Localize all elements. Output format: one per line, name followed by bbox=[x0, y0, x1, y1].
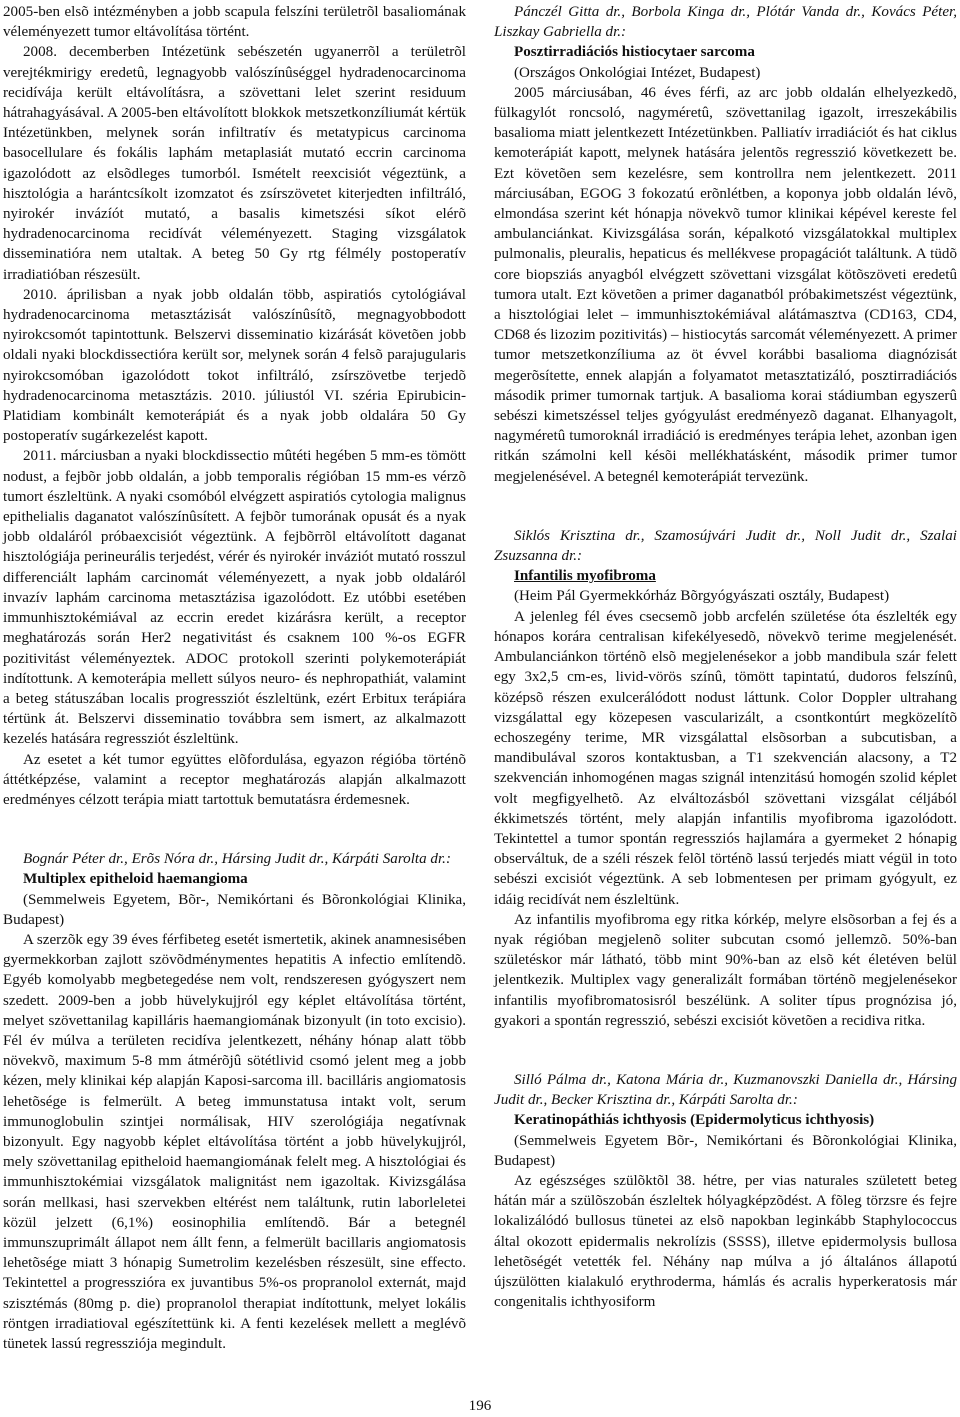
paragraph: Az infantilis myofibroma egy ritka kórkép, melyre elsõsorban a fej és a nyak régióban megjelenõ soliter subcutan csomó jellemzõ. 50%-ban születéskor már látható, több mint 90%-ban az elsõ két életéven belül jelentkezik. Multiplex vagy generalizált formában történõ megjelenésekor infantilis myofibromatosisról beszélünk. A soliter típus prognózisa jó, gyakori a spontán regresszió, sebészi excisiót követõen a recidiva ritka. bbox=[494, 911, 957, 1029]
abstract-authors: Silló Pálma dr., Katona Mária dr., Kuzmanovszki Daniella dr., Hársing Judit dr., Becker Krisztina dr., Kárpáti Sarolta dr.: bbox=[494, 1071, 957, 1109]
abstract-authors: Siklós Krisztina dr., Szamosújvári Judit dr., Noll Judit dr., Szalai Zsuzsanna dr.: bbox=[494, 527, 957, 565]
abstract-institution: (Semmelweis Egyetem Bõr-, Nemikórtani és Bõronkológiai Klinika, Budapest) bbox=[494, 1132, 957, 1169]
abstract-infantilis-myofibroma bbox=[494, 526, 957, 1031]
paragraph: 2005-ben elsõ intézményben a jobb scapula felszíni területrõl basaliomának véleményezett tumor eltávolítása történt. bbox=[3, 4, 466, 41]
paragraph: Az esetet a két tumor együttes elõfordulása, egyazon régióba történõ áttétképzése, valamint a receptor meghatározás alapján alkalmazott eredményes célzott terápia miatt tartottuk bemutatásra érdemesnek. bbox=[3, 751, 466, 808]
paragraph: 2011. márciusban a nyaki blockdissectio mûtéti hegében 5 mm-es tömött nodust, a fejbõr jobb oldalán, a jobb temporalis régióban 15 mm-es vérzõ tumort észleltünk. A nyaki csomóból elvégzett aspiratiós cytologia malignus epithelialis daganatot valószínûsített. A fejbõr tumorának opusát és a nyak jobb oldaláról próbaexcisiót végeztünk. A fejbõrrõl eltávolított daganat hisztológiája perineurális terjedést, vérér és nyirokér inváziót mutató rosszul differenciált laphám carcinomát véleményezett, a nyak jobb oldaláról invazív laphám carcinoma metasztázisa igazolódott. Ez utóbbi esetében immunhisztokémiával az eccrin eredet kizárásra került, a receptor meghatározás során Her2 negativitást és csaknem 100 %-os EGFR pozitivitást véleményeztek. ADOC protokoll szerinti polykemoterápiát indítottunk. A kemoterápia mellett súlyos neuro- és nephropathiát, valamint a beteg státuszában localis progressziót észleltünk, ezért Erbitux terápiára tértünk át. Belszervi disseminatio továbbra sem ismert, az alkalmazott kezelés hatására regressziót észleltünk. bbox=[3, 448, 466, 748]
abstract-title: Posztirradiációs histiocytaer sarcoma bbox=[514, 44, 755, 61]
abstract-keratinopathias-ichthyosis bbox=[494, 1070, 957, 1312]
paragraph: A szerzõk egy 39 éves férfibeteg esetét ismertetik, akinek anamnesisében gyermekkorban zajlott szövõdménymentes hepatitis A infectio említendõ. Egyéb komolyabb megbetegedése nem volt, rendszeresen gyógyszert nem szedett. 2009-ben a jobb hüvelykujjról egy képlet eltávolítása történt, melyet szövettanilag kapilláris haemangiomának bizonyult (in toto excisio). Fél év múlva a területen recidíva jelentkezett, néhány hónap alatt több növekvõ, maximum 5-8 mm átmérõjû sötétlivid csomó jelent meg a jobb kézen, mely klinikai kép alapján Kaposi-sarcoma ill. bacilláris angiomatosis lehetõsége is felmerült. A beteg immunstatusa intakt volt, serum immunoglobulin szintjei normálisak, HIV szerológiája negatívnak bizonyult. Egy nagyobb képlet eltávolítása történt a jobb hüvelykujjról, mely szövettanilag epitheloid haemangiomának felelt meg. A hisztológiai és immunhisztokémiai vizsgálatok malignitást nem igazoltak. Kivizsgálása során mellkasi, hasi szervekben eltérést nem találtunk, rutin laborleletei közül jelzett (6,1%) eosinophilia említendõ. Bár a betegnél immunszuprimált állapot nem állt fenn, a felmerült bacillaris angiomatosis lehetõsége miatt 3 hónapig Sumetrolim kezelésben részesült, sine effecto. Tekintettel a progresszióra ex juvantibus 5%-os propranolol externát, majd szisztémás (80mg p. die) propranolol therapiat indítottunk, melyet lokális röntgen irradiatioval egészítettünk ki. A fenti kezelések mellett a meglévõ tünetek lassú regressziója megindult. bbox=[3, 931, 466, 1352]
abstract-title bbox=[494, 566, 957, 586]
continued-article bbox=[3, 2, 466, 810]
abstract-authors: Pánczél Gitta dr., Borbola Kinga dr., Plótár Vanda dr., Kovács Péter, Liszkay Gabriella dr.: bbox=[494, 4, 957, 41]
abstract-institution: (Semmelweis Egyetem, Bõr-, Nemikórtani és Bõronkológiai Klinika, Budapest) bbox=[3, 891, 466, 928]
left-column bbox=[3, 2, 466, 1354]
abstract-institution: (Heim Pál Gyermekkórház Bõrgyógyászati osztály, Budapest) bbox=[514, 588, 890, 605]
abstract-title: Keratinopáthiás ichthyosis (Epidermolyticus ichthyosis) bbox=[514, 1112, 875, 1129]
abstract-institution: (Országos Onkológiai Intézet, Budapest) bbox=[514, 64, 761, 81]
right-column bbox=[494, 2, 957, 1312]
abstract-title-text: Infantilis myofibroma bbox=[514, 568, 656, 585]
paragraph: A jelenleg fél éves csecsemõ jobb arcfelén születése óta észlelték egy hónapos korára centralisan kifekélyesedõ, növekvõ terime megjelenését. Ambulanciánkon történõ elsõ megjelenésekor a jobb mandibula szár felett egy 3x2,5 cm-es, livid-vörös színû, tömött tapintatú, dudoros felszínû, középsõ részen exulcerálódott nodust láttunk. Color Doppler ultrahang vizsgálattal egy közepesen vascularizált, a csontkontúrt megközelítõ echoszegény terime, MR vizsgálattal elsõsorban a subcutisban, a mandibulával szoros kontaktusban, a T1 szekvencián alacsony, a T2 szekvencián inhomogénen magas szignál intenzitású homogén szolid képlet volt megfigyelhetõ. Az elváltozásból szövettani vizsgálat céljából ékkimetszés történt, mely alapján infantilis myofibroma igazolódott. Tekintettel a tumor spontán regressziós hajlamára a gyermeket 2 hónapig observáltuk, de a széli részek felõl történõ lassú terjedés miatt végül in toto sebészi excisiót végeztünk. A seb lobmentesen per primam gyógyult, ez idáig recidívát nem észleltünk. bbox=[494, 608, 957, 908]
paragraph: 2005 márciusában, 46 éves férfi, az arc jobb oldalán elhelyezkedõ, fülkagylót roncsoló, nagyméretû, szövettanilag igazolt, irreszekábilis basalioma miatt jelentkezett Intézetünkben. Palliatív irradiációt és hat ciklus kemoterápiát kapott, melynek hatására jelentõs regresszió következett be. Ezt követõen sem kezelésre, sem kontrollra nem jelentkezett. 2011 márciusában, EGOG 3 fokozatú erõnlétben, a koponya jobb oldalán lévõ, elmondása szerint két hónapja növekvõ tumor klinikai képével kereste fel ambulanciánkat. Kivizsgálása során, képalkotó vizsgálatokkal multiplex pulmonalis, pleuralis, hepaticus és mellékvese propagációt találtunk. A tüdõ core biopsziás anyagból elvégzett szövettani vizsgálat kötõszöveti eredetû tumora utalt. Ezt követõen a primer daganatból próbakimetszést végeztünk, a hisztológiai lelet – immunhisztokémiával alátámasztva (CD163, CD4, CD68 és lizozim pozitivitás) – histiocytás sarcomát véleményezett. A primer tumor metszetkonzíliuma az öt évvel korábbi basalioma diagnózisát megerõsítette, ennek alapján a folyamatot metasztatizáló, posztirradiációs második primer tumornak tartjuk. A basalioma korai stádiumban egyszerû sebészi kimetszéssel teljes gyógyulást eredményezõ daganat. Elhanyagolt, nagyméretû tumoroknál irradiáció is eredményes terápia lehet, azonban igen ritkán számolni kell késõi mellékhatásként, második primer tumor megjelenésével. A betegnél kemoterápiát tervezünk. bbox=[494, 84, 957, 485]
paragraph: Az egészséges szülõktõl 38. hétre, per vias naturales született beteg hátán már a szülõszobán észleltek hólyagképzõdést. A fõleg törzsre és fejre lokalizálódó bullosus tünetei az elsõ napokban leginkább Staphylococcus által okozott epidermalis nekrolízis (SSSS), illetve epidermolysis bullosa lehetõségét vetették fel. Néhány nap múlva a jó általános állapotú újszülötten kialakuló erythroderma, hámlás és acralis hyperkeratosis már congenitalis ichthyosiform bbox=[494, 1172, 957, 1311]
abstract-authors: Bognár Péter dr., Erõs Nóra dr., Hársing Judit dr., Kárpáti Sarolta dr.: bbox=[23, 851, 451, 868]
abstract-histiocytaer-sarcoma bbox=[494, 2, 957, 487]
abstract-epitheloid-haemangioma bbox=[3, 849, 466, 1354]
abstract-title: Multiplex epitheloid haemangioma bbox=[23, 871, 248, 888]
page-number: 196 bbox=[468, 1398, 492, 1414]
paragraph: 2008. decemberben Intézetünk sebészetén ugyanerrõl a területrõl verejtékmirigy eredetû, legnagyobb valószínûséggel hydradenocarcinoma recidívája került eltávolításra, a szövettani lelet szerint residuum hátrahagyásával. A 2005-ben eltávolított blokkok metszetkonzíliumát kértük Intézetünkben, melynek során infiltratív és metatypicus carcinoma basocellulare és fokális laphám metaplasiát mutató eccrin carcinoma igazolódott az elsõdleges tumorból. Ismételt reexcisiót végeztünk, a hisztológia a harántcsíkolt izomzatot és zsírszövetet kiterjedten infiltráló, nyirokér invázíót mutató, a basalis kimetszési síkot elérõ hydradenocarcinoma recidívát véleményezett. Staging vizsgálatok disseminatióra nem utaltak. A beteg 50 Gy rtg félmély postoperatív irradiatióban részesült. bbox=[3, 44, 466, 283]
paragraph: 2010. áprilisban a nyak jobb oldalán több, aspiratiós cytológiával hydradenocarcinoma metasztázisát valószínûsítõ, megnagyobbodott nyirokcsomót tapintottunk. Belszervi disseminatio kizárását követõen jobb oldali nyaki blockdissectióra került sor, melynek során 4 felsõ parajugularis nyirokcsomóban igazolódott tokot infiltráló, zsírszövetbe terjedõ hydradenocarcinoma metasztázis. 2010. júliustól VI. széria Epirubicin-Platidiam kombinált kemoterápiát és a nyak jobb oldalára 50 Gy postoperatív sugárkezelést kapott. bbox=[3, 286, 466, 445]
